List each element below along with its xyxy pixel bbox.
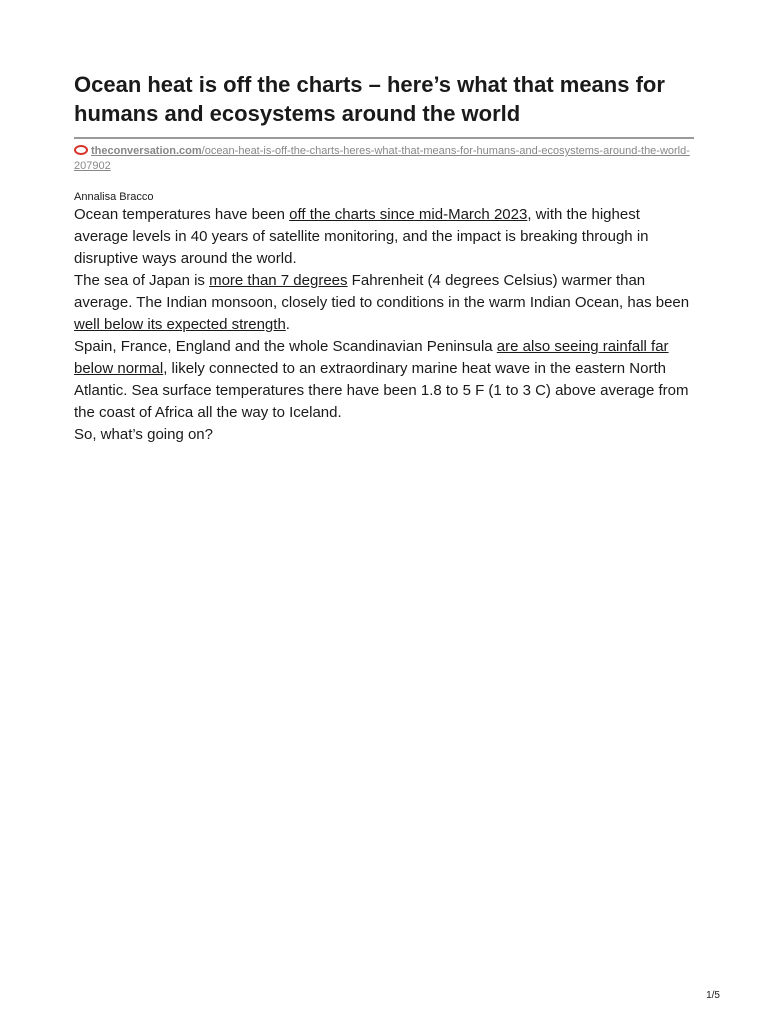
paragraph-text: Fahrenheit (4 degrees Celsius) warmer than average. The Indian monsoon, closely tied to conditions in the warm Indian Ocean, has been [74, 272, 690, 311]
author-name: Annalisa Bracco [74, 191, 154, 203]
article-title: Ocean heat is off the charts – here’s what that means for humans and ecosystems around the world [74, 72, 665, 126]
paragraph-text: , with the highest average levels in 40 years of satellite monitoring, and the impact is breaking through in disruptive ways around the world. [74, 206, 649, 267]
link-off-the-charts[interactable]: off the charts since mid-March 2023 [289, 206, 528, 223]
source-domain: theconversation.com [91, 145, 202, 157]
source-path: /ocean-heat-is-off-the-charts-heres-what-that-means-for-humans-and-ecosystems-around-the-world-207902 [74, 145, 690, 172]
title-divider [74, 137, 694, 139]
paragraph-text: Ocean temperatures have been [74, 206, 290, 223]
paragraph-text: Spain, France, England and the whole Scandinavian Peninsula [74, 338, 497, 355]
source-line [74, 144, 694, 174]
paragraph-3 [74, 336, 694, 424]
paragraph-2 [74, 270, 694, 336]
paragraph-4 [74, 424, 694, 446]
article [74, 70, 694, 446]
page-number: 1/5 [706, 990, 720, 1001]
paragraph-text: . [285, 316, 290, 333]
paragraph-text: , likely connected to an extraordinary marine heat wave in the eastern North Atlantic. Sea surface temperatures there have been 1.8 to 5 F (1 to 3 C) above average from the coast of Africa all the way to Iceland. [74, 360, 689, 421]
the-conversation-logo-icon [74, 145, 88, 155]
link-rainfall-below-normal[interactable]: are also seeing rainfall far below normal [74, 338, 669, 377]
paragraph-text: The sea of Japan is [74, 272, 210, 289]
link-well-below-expected-strength[interactable]: well below its expected strength [74, 316, 286, 333]
link-more-than-7-degrees[interactable]: more than 7 degrees [209, 272, 348, 289]
source-link[interactable] [74, 145, 690, 172]
paragraph-text: So, what’s going on? [74, 426, 213, 443]
paragraph-1 [74, 204, 694, 270]
